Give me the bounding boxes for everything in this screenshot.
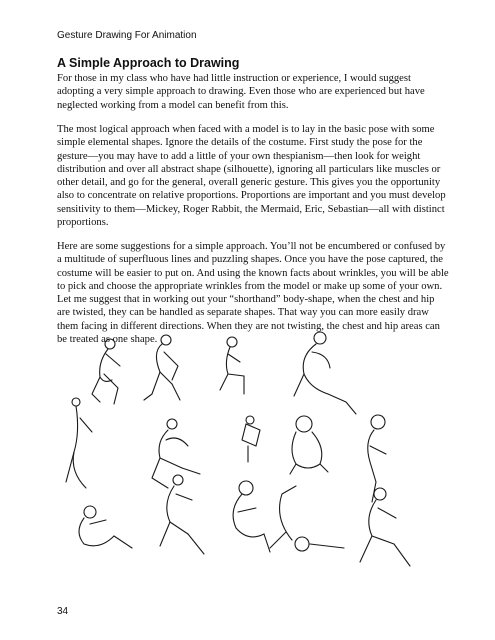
gesture-sketches-figure [60, 322, 450, 598]
gesture-sketches-illustration [60, 322, 450, 598]
sketch-seated-stool-figure [220, 337, 244, 394]
sketch-reclining-figure [294, 332, 356, 414]
section-title: A Simple Approach to Drawing [57, 56, 240, 70]
sketch-squatting-figure [66, 398, 92, 488]
sketch-lying-figure-left [79, 506, 132, 548]
sketch-sitting-hugging-knees [233, 481, 270, 552]
sketch-kneeling-figure [152, 419, 200, 488]
sketch-child-standing [242, 416, 260, 462]
running-head: Gesture Drawing For Animation [57, 30, 197, 41]
sketch-seated-head-down-figure [360, 488, 410, 566]
page-number: 34 [57, 606, 69, 617]
sketch-child-sitting [290, 416, 328, 474]
sketch-bending-figure [92, 339, 120, 404]
sketch-crouching-figure [144, 335, 180, 400]
paragraph-approach: The most logical approach when faced with a model is to lay in the basic pose with some simple elemental shapes. Ignore the details of the costume. First study the pose for the gesture—you may have to add a little of your own thespianism—then look for weight distribution and over all abstract shape (silhouette), ignoring all particulars like muscles or other detail, and go for the general, overall generic gesture. This gives you the opportunity also to concentrate on relative proportions. Proportions are important and you must develop sensitivity to them—Mickey, Roger Rabbit, the Mermaid, Eric, Sebastian—all with distinct proportions. [57, 124, 446, 229]
paragraph-suggestions: Here are some suggestions for a simple approach. You’ll not be encumbered or confused by a multitude of superfluous lines and puzzling shapes. Once you have the pose captured, the costume will be easier to put on. And using the known facts about wrinkles, you will be able to pick and choose the appropriate wrinkles from the model or make up some of your own. Let me suggest that in working out your “shorthand” body-shape, when the chest and hip are twisted, they can be handled as separate shapes. That way you can more easily draw them facing in different directions. When they are not twisting, the chest and hip areas can be treated as one shape. [57, 241, 449, 346]
paragraph-intro: For those in my class who have had little instruction or experience, I would suggest adopting a very simple approach to drawing. Even those who are experienced but have neglected working from a model can benefit from this. [57, 73, 425, 111]
sketch-lying-figure-center [270, 486, 344, 551]
